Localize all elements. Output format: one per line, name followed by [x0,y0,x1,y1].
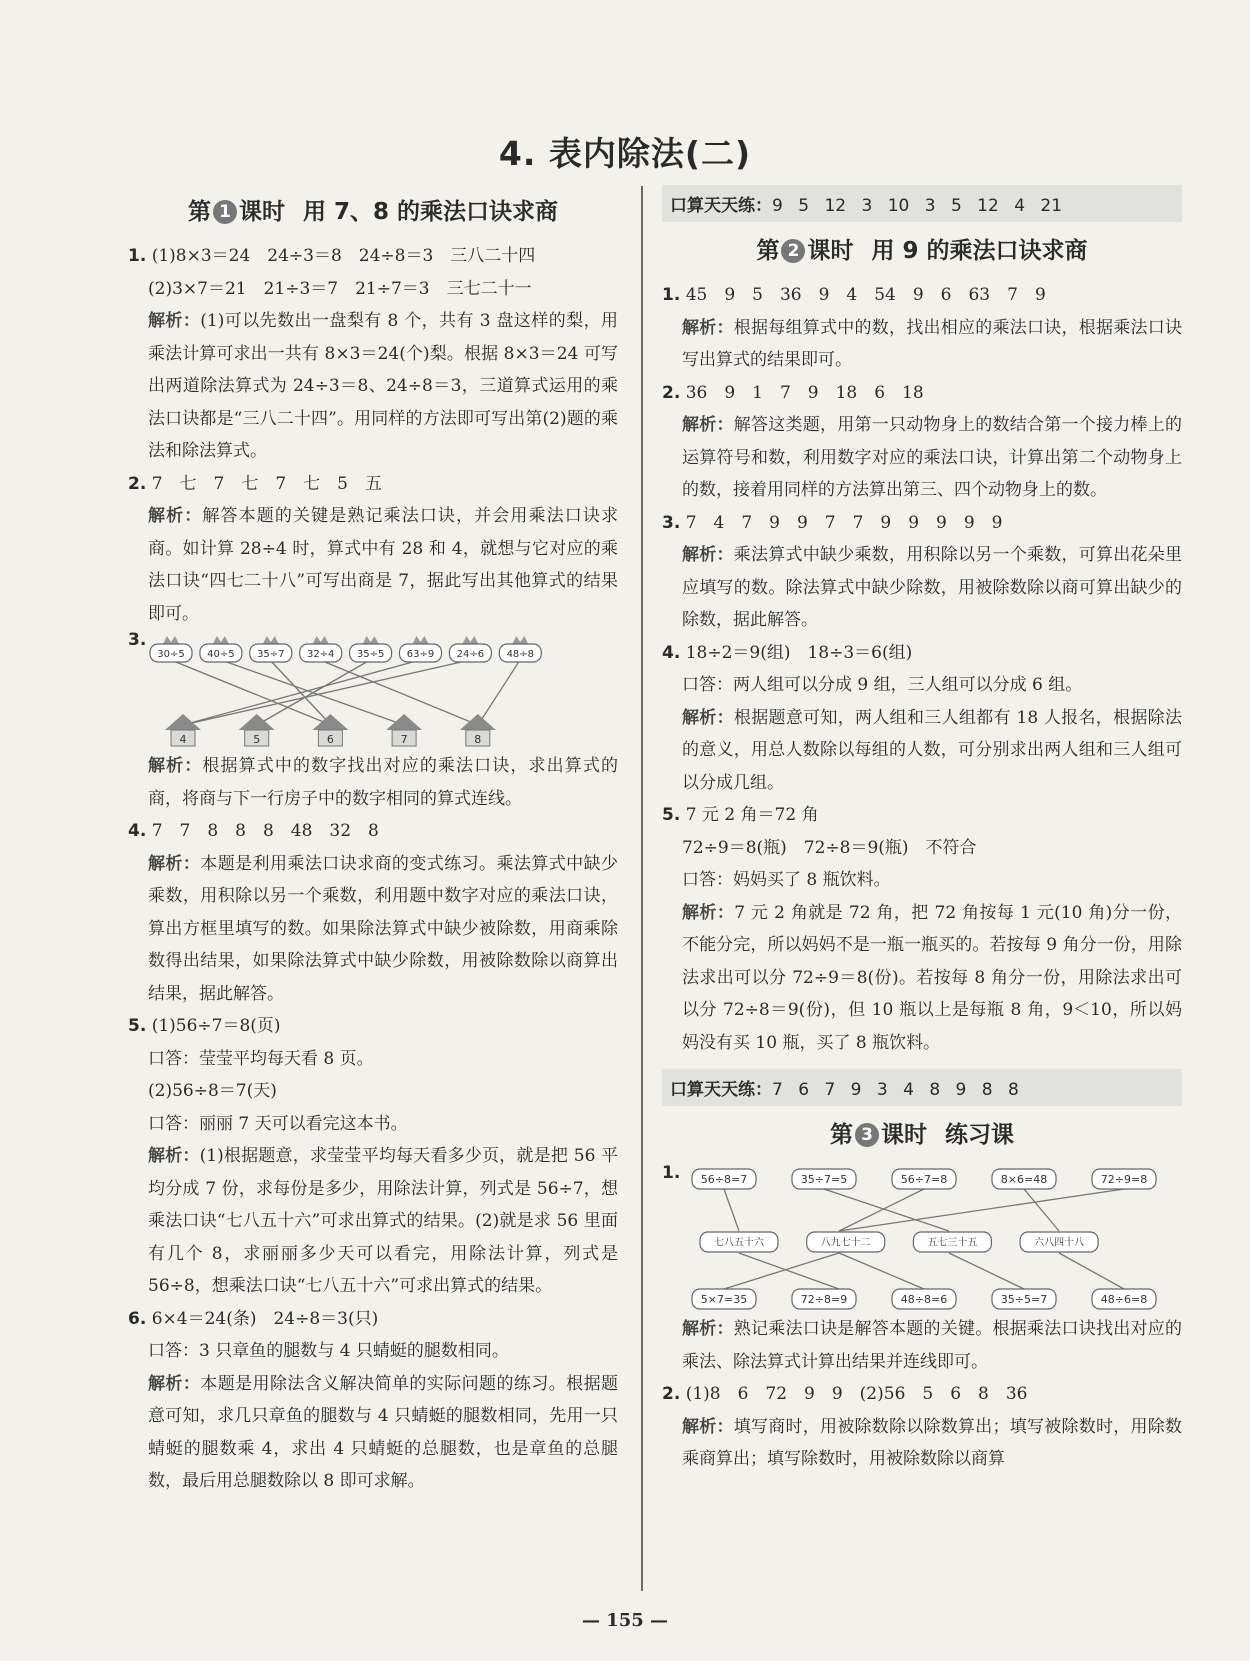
lesson2-question-3 [662,507,1182,637]
question-5 [128,1010,618,1303]
svg-text:5×7=35: 5×7=35 [700,1292,748,1306]
analysis-text: 本题是用除法含义解决简单的实际问题的练习。根据题意可知，求几只章鱼的腿数与 4 只蜻蜓的腿数相同，先用一只蜻蜓的腿数乘 4，求出 4 只蜻蜓的总腿数，也是章鱼的总腿数，最后用总腿数除以 8 即可求解。 [148,1373,619,1491]
svg-text:30÷5: 30÷5 [157,649,185,660]
rhyme-bone-tag [807,1232,885,1252]
mental-math-label: 口算天天练： [670,196,772,216]
question-number: 4. [128,821,147,841]
analysis [662,1313,1182,1378]
question-number: 1. [128,246,147,266]
formula-tag-top [992,1169,1056,1189]
matching-diagram [148,630,568,750]
answer-line: 口答：莹莹平均每天看 8 页。 [148,1048,374,1069]
analysis [662,312,1182,377]
svg-text:72÷8=9: 72÷8=9 [800,1292,848,1306]
svg-text:56÷8=7: 56÷8=7 [700,1172,748,1186]
svg-text:24÷6: 24÷6 [456,649,485,660]
right-column [662,185,1182,1476]
lesson-2-heading [662,232,1182,265]
analysis-label: 解析： [682,902,735,923]
formula-tag-bottom [992,1289,1056,1309]
question-number: 1. [662,1163,681,1183]
analysis-label: 解析： [148,1146,200,1166]
formula-tag-bottom [1092,1289,1156,1309]
answer-line: 45 9 5 36 9 4 54 9 6 63 7 9 [685,285,1046,305]
daily-mental-math-1 [662,185,1182,222]
lesson3-question-1 [662,1163,1182,1378]
answer-line: (1)8 6 72 9 9 (2)56 5 6 8 36 [685,1384,1028,1404]
formula-tag-top [792,1169,856,1189]
svg-text:八九七十二: 八九七十二 [820,1237,871,1249]
svg-text:5: 5 [253,733,261,746]
answer-line: 7 4 7 9 9 7 7 9 9 9 9 9 [685,512,1003,533]
svg-text:35÷7: 35÷7 [257,649,285,660]
question-number: 4. [662,642,681,663]
page-number: — 155 — [581,1610,669,1631]
formula-tag-top [1092,1169,1156,1189]
question-4 [128,815,618,1010]
analysis [128,848,618,1011]
question-number: 1. [662,285,681,305]
analysis [662,409,1182,507]
analysis-text: 根据每组算式中的数，找出相应的乘法口诀，根据乘法口诀写出算式的结果即可。 [682,317,1182,370]
analysis-label: 解析： [148,853,201,874]
svg-text:7: 7 [400,733,408,746]
analysis [662,897,1182,1060]
answer-line: 6×4＝24(条) 24÷8＝3(只) [151,1308,379,1329]
lesson-suffix: 课时 [807,238,854,264]
lesson2-question-2 [662,377,1182,507]
matching-diagram-2 [684,1163,1174,1313]
left-column [128,185,618,1498]
lesson-prefix: 第 [830,1122,853,1148]
lesson-title: 用 9 的乘法口诀求商 [871,238,1088,264]
mental-math-answers: 7 6 7 9 3 4 8 9 8 8 [772,1080,1019,1100]
formula-tag-bottom [692,1289,756,1309]
svg-text:48÷8=6: 48÷8=6 [900,1292,948,1306]
lesson-suffix: 课时 [238,199,285,225]
answer-line: 口答：3 只章鱼的腿数与 4 只蜻蜓的腿数相同。 [148,1341,509,1361]
analysis-text: 填写商时，用被除数除以除数算出；填写被除数时，用除数乘商算出；填写除数时，用被除数除以商算 [682,1416,1182,1469]
analysis-text: (1)可以先数出一盘梨有 8 个，共有 3 盘这样的梨，用乘法计算可求出一共有 8×3＝24(个)梨。根据 8×3＝24 可写出两道除法算式为 24÷3＝8、24÷8＝3，三道算式运用的乘法口诀都是“三八二十四”。用同样的方法即可写出第(2)题的乘法和除法算式。 [148,311,618,461]
flower-tag [300,636,342,662]
question-number: 6. [128,1308,147,1329]
answer-line: (1)56÷7＝8(页) [151,1016,281,1036]
mental-math-answers: 9 5 12 3 10 3 5 12 4 21 [772,196,1063,216]
formula-tag-top [892,1169,956,1189]
column-divider [641,186,643,1591]
analysis [662,1411,1182,1476]
answer-line: 口答：两人组可以分成 9 组，三人组可以分成 6 组。 [682,675,1083,695]
analysis-text: 本题是利用乘法口诀求商的变式练习。乘法算式中缺少乘数，用积除以另一个乘数，利用题中数字对应的乘法口诀，算出方框里填写的数。如果除法算式中缺少被除数，用商乘除数得出结果，如果除法算式中缺少除数，用被除数除以商算出结果，据此解答。 [148,853,619,1004]
lesson2-question-1 [662,279,1182,377]
flower-tag [449,636,491,662]
analysis-text: 7 元 2 角就是 72 角，把 72 角按每 1 元(10 角)分一份，不能分完，所以妈妈不是一瓶一瓶买的。若按每 9 角分一份，用除法求出可以分 72÷9＝8(份)。若按每 8 角分一份，用除法求出可以分 72÷8＝9(份)，但 10 瓶以上是每瓶 8 角，9＜10，所以妈妈没有买 10 瓶，买了 8 瓶饮料。 [682,902,1182,1053]
answer-line: 7 7 8 8 8 48 32 8 [151,821,379,841]
answer-line: (1)8×3＝24 24÷3＝8 24÷8＝3 三八二十四 [151,246,536,266]
svg-text:五七三十五: 五七三十五 [927,1237,978,1249]
flower-tag [400,636,442,662]
house [239,714,275,746]
analysis-label: 解析： [682,545,734,565]
flower-tag [350,636,392,662]
rhyme-bone-tag [700,1232,778,1252]
analysis [662,702,1182,800]
svg-text:63÷9: 63÷9 [406,649,435,660]
question-number: 2. [662,382,681,403]
analysis [128,500,618,630]
lesson-number-badge: 1 [213,200,237,224]
lesson2-question-4 [662,637,1182,800]
lesson-title: 用 7、8 的乘法口诀求商 [302,199,559,225]
svg-text:35÷5: 35÷5 [356,649,385,660]
svg-text:七八五十六: 七八五十六 [714,1237,764,1249]
lesson-number-badge: 2 [781,239,805,263]
svg-text:48÷8: 48÷8 [506,649,535,660]
svg-text:56÷7=8: 56÷7=8 [900,1172,948,1186]
rhyme-bone-tag [1020,1232,1098,1252]
flower-tag [150,636,192,662]
house [165,714,201,746]
chapter-title: 4. 表内除法(二) [498,134,752,173]
mental-math-label: 口算天天练： [670,1080,772,1100]
analysis-text: (1)根据题意，求莹莹平均每天看多少页，就是把 56 平均分成 7 份，求每份是多少，用除法计算，列式是 56÷7，想乘法口诀“七八五十六”可求出算式的结果。(2)就是求 56 里面有几个 8，求丽丽多少天可以看完，用除法计算，列式是 56÷8，想乘法口诀“七八五十六”可求出算式的结果。 [148,1146,618,1296]
answer-line: 7 元 2 角＝72 角 [685,805,819,825]
analysis-label: 解析： [148,756,203,776]
svg-text:4: 4 [179,733,187,746]
flower-tag [499,636,541,662]
analysis-label: 解析： [148,311,201,331]
analysis [128,1140,618,1303]
question-6 [128,1303,618,1498]
question-1 [128,240,618,468]
svg-text:35÷7=5: 35÷7=5 [800,1172,848,1186]
answer-line: 36 9 1 7 9 18 6 18 [685,382,924,403]
answer-line: (2)3×7＝21 21÷3＝7 21÷7＝3 三七二十一 [148,278,532,299]
analysis-text: 乘法算式中缺少乘数，用积除以另一个乘数，可算出花朵里应填写的数。除法算式中缺少除数，用被除数除以商可算出缺少的除数，据此解答。 [682,545,1182,630]
analysis-text: 解答这类题，用第一只动物身上的数结合第一个接力棒上的运算符号和数，利用数字对应的乘法口诀，计算出第二个动物身上的数，接着用同样的方法算出第三、四个动物身上的数。 [682,415,1182,500]
answer-line: 口答：妈妈买了 8 瓶饮料。 [682,870,891,890]
svg-text:6: 6 [326,733,334,746]
rhyme-bone-tag [913,1232,991,1252]
house [460,714,496,746]
answer-line: (2)56÷8＝7(天) [148,1081,277,1101]
flower-tag [250,636,292,662]
analysis-label: 解析： [682,1416,734,1437]
answer-line: 72÷9＝8(瓶) 72÷8＝9(瓶) 不符合 [682,837,977,858]
lesson-1-heading [128,193,618,226]
analysis-label: 解析： [682,707,734,728]
formula-tag-bottom [892,1289,956,1309]
formula-tag-top [692,1169,756,1189]
analysis-text: 根据题意可知，两人组和三人组都有 18 人报名，根据除法的意义，用总人数除以每组的人数，可分别求出两人组和三人组可以分成几组。 [682,707,1182,793]
analysis-label: 解析： [682,415,734,435]
svg-text:8: 8 [474,733,482,746]
analysis-label: 解析： [148,506,203,526]
question-number: 2. [662,1384,681,1404]
analysis [128,305,618,468]
analysis-text: 根据算式中的数字找出对应的乘法口诀，求出算式的商，将商与下一行房子中的数字相同的算式连线。 [148,756,619,809]
lesson3-question-2 [662,1378,1182,1476]
lesson-title: 练习课 [945,1122,1014,1148]
analysis-text: 解答本题的关键是熟记乘法口诀，并会用乘法口诀求商。如计算 28÷4 时，算式中有 28 和 4，就想与它对应的乘法口诀“四七二十八”可写出商是 7，据此写出其他算式的结果即可。 [148,506,619,624]
answer-line: 口答：丽丽 7 天可以看完这本书。 [148,1113,408,1134]
answer-line: 18÷2＝9(组) 18÷3＝6(组) [685,642,913,663]
lesson-3-heading [662,1116,1182,1149]
question-number: 5. [662,805,681,825]
analysis-text: 熟记乘法口诀是解答本题的关键。根据乘法口诀找出对应的乘法、除法算式计算出结果并连线即可。 [682,1319,1182,1372]
lesson-prefix: 第 [187,199,211,225]
lesson-prefix: 第 [756,238,780,264]
daily-mental-math-2 [662,1069,1182,1106]
formula-tag-bottom [792,1289,856,1309]
svg-text:六八四十八: 六八四十八 [1034,1237,1085,1249]
lesson2-question-5 [662,799,1182,1059]
analysis-label: 解析： [148,1373,201,1394]
house [386,714,422,746]
question-3 [128,630,618,815]
flower-tag [200,636,242,662]
house [312,714,348,746]
question-2 [128,468,618,631]
svg-text:8×6=48: 8×6=48 [1000,1172,1048,1186]
lesson-suffix: 课时 [881,1122,927,1148]
lesson-number-badge: 3 [855,1123,879,1147]
question-number: 2. [128,473,147,494]
question-number: 3. [662,512,681,533]
analysis [128,750,618,815]
answer-line: 7 七 7 七 7 七 5 五 [151,473,382,494]
svg-text:35÷5=7: 35÷5=7 [1000,1292,1048,1306]
analysis-label: 解析： [682,317,734,338]
question-number: 5. [128,1016,147,1036]
analysis-label: 解析： [682,1319,734,1339]
analysis [662,539,1182,637]
svg-text:32÷4: 32÷4 [306,649,335,660]
svg-text:48÷6=8: 48÷6=8 [1100,1292,1148,1306]
analysis [128,1368,618,1498]
question-number: 3. [128,630,147,650]
svg-text:40÷5: 40÷5 [207,649,235,660]
svg-text:72÷9=8: 72÷9=8 [1100,1172,1148,1186]
